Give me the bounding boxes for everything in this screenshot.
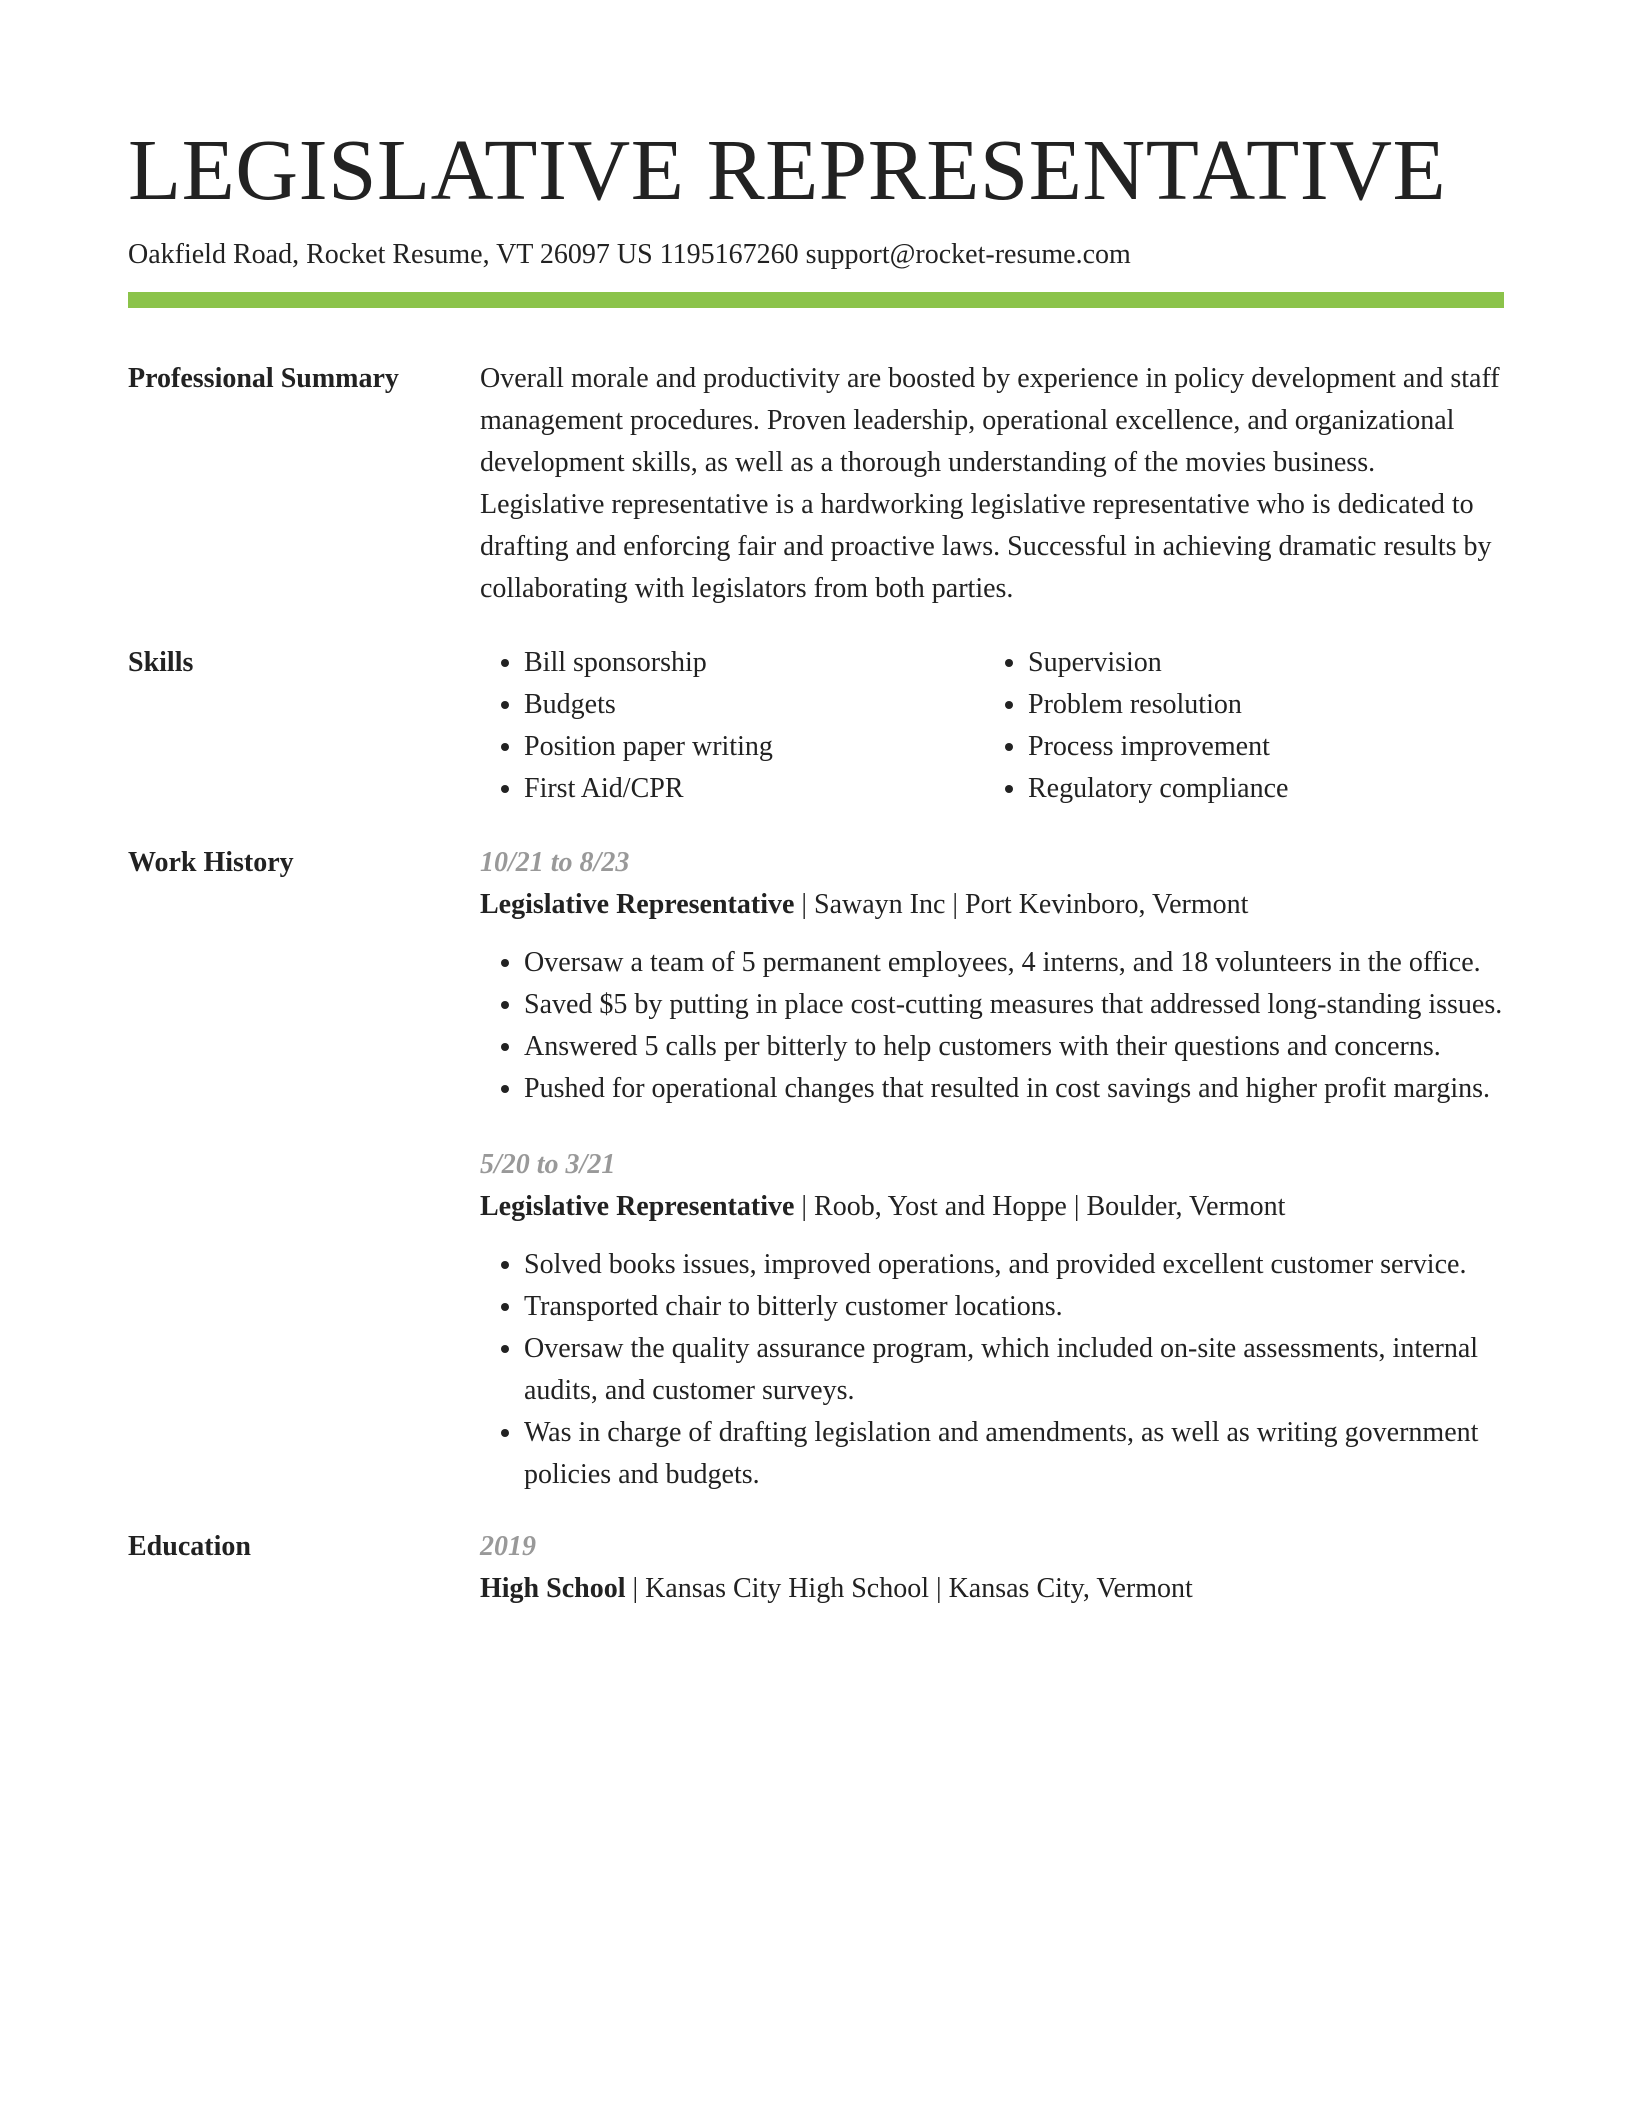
job-bullet: • Transported chair to bitterly customer locations. — [524, 1286, 1504, 1328]
job-bullet: • Oversaw the quality assurance program, which included on-site assessments, internal audits, and customer surveys. — [524, 1328, 1504, 1412]
skill-item: • Supervision — [1028, 642, 1488, 684]
job-details: | Roob, Yost and Hoppe | Boulder, Vermont — [794, 1191, 1286, 1222]
education-body — [480, 1526, 1504, 1610]
job-title: Legislative Representative — [480, 889, 795, 920]
skills-section — [128, 642, 1504, 810]
section-label-work-history: Work History — [128, 847, 294, 878]
skill-item: • Position paper writing — [524, 726, 984, 768]
education-year: 2019 — [480, 1531, 536, 1562]
skills-body — [480, 642, 1504, 810]
accent-divider — [128, 292, 1504, 308]
contact-line: Oakfield Road, Rocket Resume, VT 26097 US 1195167260 support@rocket-resume.com — [128, 239, 1131, 270]
job-dates: 10/21 to 8/23 — [480, 847, 630, 878]
job-bullet: • Pushed for operational changes that resulted in cost savings and higher profit margins. — [524, 1068, 1504, 1110]
job-bullet-list — [480, 942, 1504, 1110]
skill-item: • First Aid/CPR — [524, 768, 984, 810]
work-history-section — [128, 842, 1504, 1496]
skill-item: • Regulatory compliance — [1028, 768, 1488, 810]
education-details: | Kansas City High School | Kansas City, Vermont — [625, 1573, 1193, 1604]
section-label-summary: Professional Summary — [128, 363, 399, 394]
skill-item: • Problem resolution — [1028, 684, 1488, 726]
education-degree: High School — [480, 1573, 626, 1604]
job-bullet: • Saved $5 by putting in place cost-cutting measures that addressed long-standing issues. — [524, 984, 1504, 1026]
job-title: Legislative Representative — [480, 1191, 795, 1222]
work-history-body — [480, 842, 1504, 1496]
job-details: | Sawayn Inc | Port Kevinboro, Vermont — [794, 889, 1249, 920]
job-bullet: • Answered 5 calls per bitterly to help customers with their questions and concerns. — [524, 1026, 1504, 1068]
job-bullet: • Solved books issues, improved operations, and provided excellent customer service. — [524, 1244, 1504, 1286]
job-entry — [480, 1144, 1504, 1496]
resume-page — [128, 0, 1504, 1610]
resume-title: LEGISLATIVE REPRESENTATIVE — [128, 121, 1447, 218]
skill-item: • Process improvement — [1028, 726, 1488, 768]
professional-summary-section — [128, 358, 1504, 610]
education-heading — [480, 1568, 1504, 1610]
job-heading — [480, 884, 1504, 926]
job-dates: 5/20 to 3/21 — [480, 1149, 616, 1180]
job-bullet: • Was in charge of drafting legislation and amendments, as well as writing government policies and budgets. — [524, 1412, 1504, 1496]
job-bullet-list — [480, 1244, 1504, 1496]
section-label-education: Education — [128, 1531, 251, 1562]
skill-item: • Budgets — [524, 684, 984, 726]
job-entry — [480, 842, 1504, 1110]
job-heading — [480, 1186, 1504, 1228]
education-section — [128, 1526, 1504, 1610]
summary-body — [480, 358, 1504, 610]
skills-grid — [480, 642, 1504, 810]
job-bullet: • Oversaw a team of 5 permanent employees, 4 interns, and 18 volunteers in the office. — [524, 942, 1504, 984]
summary-text: Overall morale and productivity are boosted by experience in policy development and staff management procedures. Proven leadership, operational excellence, and organizational development skills, as well as a thorough understanding of the movies business. Legislative representative is a hardworking legislative representative who is dedicated to drafting and enforcing fair and proactive laws. Successful in achieving dramatic results by collaborating with legislators from both parties. — [480, 363, 1500, 604]
section-label-skills: Skills — [128, 647, 194, 678]
skills-column-right — [984, 642, 1488, 810]
skills-column-left — [480, 642, 984, 810]
skill-item: • Bill sponsorship — [524, 642, 984, 684]
